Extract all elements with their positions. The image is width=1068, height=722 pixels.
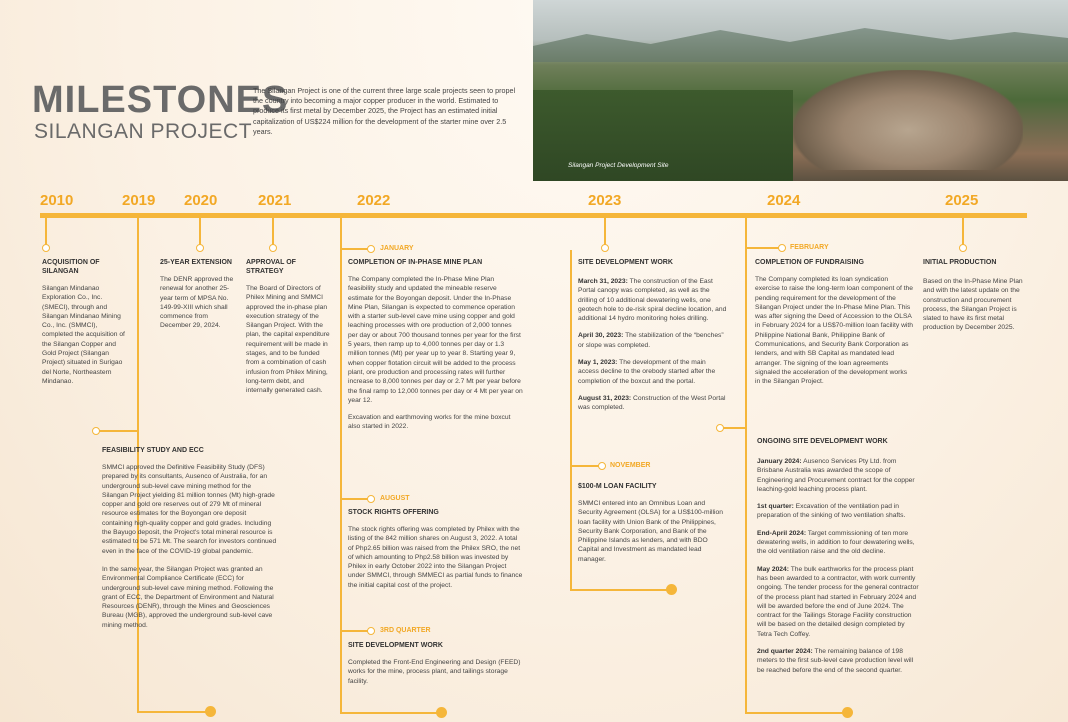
milestone-text: Silangan Mindanao Exploration Co., Inc. (SMECI), through and Silangan Mindanao Mining Co., Inc. (SMMCI), completed the acquisition of the Silangan Copper and Gold Project (Silangan Project) situated in Surigao del Norte, Northeastern Mindanao. [42, 285, 125, 385]
milestone-text: The Board of Directors of Philex Mining and SMMCI approved the in-phase plan execution strategy of the Silangan Project. With the plan, the capital expenditure requirement will be made in stages, and to be funded from a combination of cash infusion from Philex Mining, long-term debt, and internally generated cash. [246, 285, 330, 395]
marker-dot [367, 627, 375, 635]
milestone-2023-a [578, 258, 728, 413]
milestone-heading: SITE DEVELOPMENT WORK [578, 259, 673, 266]
milestone-heading: FEASIBILITY STUDY AND ECC [102, 447, 204, 454]
list-item: 2nd quarter 2024: The remaining balance of 198 meters to the first sub-level cave production level will be reached before the end of the second quarter. [757, 648, 914, 674]
month-february: FEBRUARY [790, 244, 829, 251]
milestone-heading: 25-YEAR EXTENSION [160, 259, 232, 266]
marker-dot [716, 424, 724, 432]
milestone-heading: $100-M LOAN FACILITY [578, 483, 657, 490]
milestone-text: SMMCI entered into an Omnibus Loan and Security Agreement (OLSA) for a US$100-million loan facility with Union Bank of the Philippines, Security Bank Corporation, and Bank of the Philippine Islands as lenders, and with BDO Capital and Investment as mandated lead manager. [578, 500, 723, 563]
milestone-heading: STOCK RIGHTS OFFERING [348, 509, 439, 516]
marker-dot [42, 244, 50, 252]
year-2010: 2010 [40, 192, 74, 209]
list-item: May 1, 2023: The development of the main access decline to the orebody started after the completion of the boxcut and the portal. [578, 359, 716, 385]
milestone-2024-b [757, 437, 919, 675]
list-item: March 31, 2023: The construction of the East Portal canopy was completed, as well as the drilling of 10 additional dewatering wells, one geotech hole to de-risk spiral decline location, and additional 14 hydro monitoring holes drilling. [578, 278, 727, 323]
milestone-2022-b [348, 508, 523, 590]
marker-end-dot [205, 706, 216, 717]
marker-dot [601, 244, 609, 252]
list-item: 1st quarter: Excavation of the ventilation pad in preparation of the sinking of two ventilation shafts. [757, 503, 906, 520]
month-3rd-quarter: 3RD QUARTER [380, 627, 431, 634]
marker-end-dot [842, 707, 853, 718]
milestone-heading: COMPLETION OF FUNDRAISING [755, 259, 864, 266]
milestone-text: In the same year, the Silangan Project was granted an Environmental Compliance Certificate (ECC) for underground sub-level cave mining method. Following the grant of ECC, the Department of Environment and Natural Resources (DENR), through the Mines and Geosciences Bureau (MGB), approved the underground sub-level cave mining method. [102, 565, 274, 629]
year-2025: 2025 [945, 192, 979, 209]
milestone-2025 [923, 258, 1023, 333]
year-2023: 2023 [588, 192, 622, 209]
list-item: January 2024: Ausenco Services Pty Ltd. from Brisbane Australia was awarded the scope of Engineering and Procurement contract for the copper leaching-gold leaching process plant. [757, 458, 915, 493]
list-item: August 31, 2023: Construction of the West Portal was completed. [578, 394, 726, 412]
month-august: AUGUST [380, 495, 410, 502]
year-2021: 2021 [258, 192, 292, 209]
site-photo [533, 0, 1068, 181]
marker-dot [92, 427, 100, 435]
year-2019: 2019 [122, 192, 156, 209]
list-item: May 2024: The bulk earthworks for the process plant has been awarded to a contractor, with work currently ongoing. The tender process for the general contractor of the process plant had started in February 2024 and will be awarded before the end of June 2024. The contract for the Tailings Storage Facility construction will be based on the detailed design completed by Tetra Tech Coffey. [757, 565, 919, 638]
marker-dot [778, 244, 786, 252]
intro-paragraph: The Silangan Project is one of the current three large scale projects seen to propel the country into becoming a major copper producer in the world. Estimated to produce its first metal by December 2025, the Project has an estimated initial capitalization of US$224 million for the development of the starter mine over 2.5 years. [253, 86, 516, 136]
marker-end-dot [436, 707, 447, 718]
milestone-text: The Company completed its loan syndication exercise to raise the long-term loan component of the pending requirement for the development of the Silangan Project under the In-Phase Mine Plan. This was after signing the Deed of Accession to the OLSA in February 2024 for a US$70-million loan facility with Philippine National Bank, Philippine Bank of Communications, and Security Bank Corporation as lenders, and with SB Capital as mandated lead arranger. The signing of the loan agreements signaled the acceleration of the development works in the Silangan Project. [755, 276, 913, 386]
milestone-2024-a [755, 258, 913, 387]
milestone-heading: SITE DEVELOPMENT WORK [348, 642, 443, 649]
marker-dot [959, 244, 967, 252]
photo-caption: Silangan Project Development Site [568, 162, 669, 169]
milestone-text: Based on the In-Phase Mine Plan and with the latest update on the construction and procurement process, the Silangan Project is slated to have its first metal production by December 2025. [923, 278, 1023, 332]
milestone-2019 [102, 446, 277, 630]
milestone-heading: APPROVAL OF STRATEGY [246, 259, 296, 275]
milestone-2023-b [578, 482, 728, 564]
milestone-2022-c [348, 641, 523, 686]
year-2024: 2024 [767, 192, 801, 209]
marker-dot [269, 244, 277, 252]
milestone-heading: COMPLETION OF IN-PHASE MINE PLAN [348, 259, 483, 266]
milestone-text: The DENR approved the renewal for another 25-year term of MPSA No. 149-99-XIII which shall commence from December 29, 2024. [160, 276, 234, 330]
month-november: NOVEMBER [610, 462, 651, 469]
milestone-heading: INITIAL PRODUCTION [923, 259, 997, 266]
page-title: MILESTONES [32, 79, 289, 121]
milestone-2022-a [348, 258, 523, 432]
marker-dot [367, 495, 375, 503]
marker-dot [367, 245, 375, 253]
milestone-heading: ACQUISITION OF SILANGAN [42, 259, 100, 275]
milestone-heading: ONGOING SITE DEVELOPMENT WORK [757, 438, 888, 445]
milestone-text: Excavation and earthmoving works for the mine boxcut also started in 2022. [348, 414, 511, 431]
list-item: End-April 2024: Target commissioning of ten more dewatering wells, in addition to four dewatering wells, the old ventilation raise and the old decline. [757, 529, 915, 556]
milestone-2020 [160, 258, 238, 331]
year-2020: 2020 [184, 192, 218, 209]
timeline-bar [40, 213, 1027, 218]
page-subtitle: SILANGAN PROJECT [34, 120, 253, 143]
milestone-text: Completed the Front-End Engineering and Design (FEED) works for the mine, process plant, and tailings storage facility. [348, 659, 521, 685]
year-2022: 2022 [357, 192, 391, 209]
marker-end-dot [666, 584, 677, 595]
marker-dot [598, 462, 606, 470]
milestone-text: SMMCI approved the Definitive Feasibility Study (DFS) prepared by its consultants, Ausenco of Australia, for an underground sub-level cave mining method for the Silangan Project yielding 81 million tonnes (Mt) high-grade copper and gold ore reserves out of 279 Mt of mineral resource estimates for the Boyongan ore deposit containing high-quality copper and gold grades. Including the Bayugo deposit, the Project's total mineral resource is estimated to be 571 Mt. The search for investors continued even in the face of the COVID-19 global pandemic. [102, 464, 277, 555]
milestone-text: The Company completed the In-Phase Mine Plan feasibility study and updated the mineable reserve estimate for the Boyongan deposit. Under the In-Phase Mine Plan, Silangan is expected to commence operation with a starter sub-level cave mine using copper and gold leaching processes with ore production of 2,000 tonnes per day or about 700 thousand tonnes per year for the first 5 years, then ramp up to 4,000 tonnes per day or 1.3 million tonnes (Mt) per year up to year 8. Starting year 9, when copper flotation circuit will be added to the process plant, ore production and processing rates will further increase to 8,000 tonnes per day or 2.7 Mt per year before the final ramp to 12,000 tonnes per day or 4 Mt per year on year 12. [348, 276, 523, 404]
month-january: JANUARY [380, 245, 414, 252]
milestone-2010 [42, 258, 127, 386]
marker-dot [196, 244, 204, 252]
milestone-text: The stock rights offering was completed by Philex with the listing of the 842 million shares on August 3, 2022. A total of Php2.65 billion was raised from the Philex SRO, the net of which amounting to Php2.58 billion was invested by Philex in early October 2022 into the Silangan Project under SMMCI, through SMMECI as partial funds to finance the initial capital cost of the project. [348, 526, 523, 589]
milestone-2021 [246, 258, 331, 396]
list-item: April 30, 2023: The stabilization of the “benches” or slope was completed. [578, 332, 724, 349]
